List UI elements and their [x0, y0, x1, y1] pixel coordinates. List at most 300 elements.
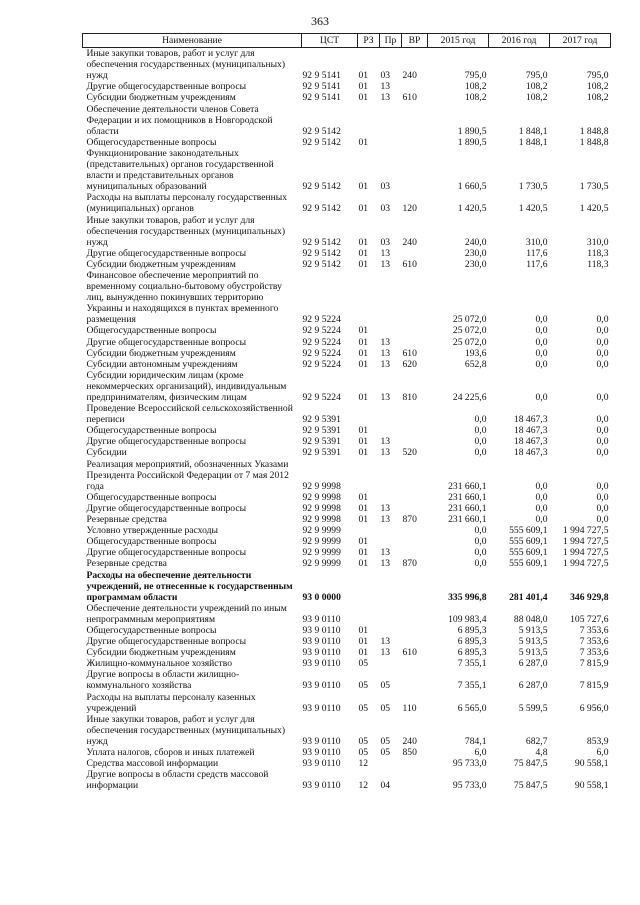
cell-2015: 0,0: [474, 558, 487, 570]
cell-2016: 0,0: [535, 514, 548, 526]
cell-2016: 0,0: [535, 491, 548, 503]
cell-rz: 01: [358, 358, 369, 370]
cell-2015: 24 225,6: [452, 392, 487, 403]
cell-rz: 01: [358, 70, 369, 82]
cell-pr: [380, 625, 402, 636]
cell-pr: [380, 536, 402, 547]
cell-cst: 92 9 9998: [302, 502, 341, 514]
cell-cst: 92 9 5141: [302, 92, 341, 104]
cell-2015: 6 895,3: [457, 647, 487, 659]
cell-pr: 13: [380, 502, 391, 514]
cell-name: Расходы на выплаты персоналу казенных учреждений: [86, 691, 256, 714]
cell-pr: [380, 403, 402, 425]
cell-rz: 01: [358, 347, 369, 359]
table-row: [83, 436, 611, 447]
cell-2016: 555 609,1: [509, 525, 548, 537]
cell-2015: 6 565,0: [457, 702, 487, 714]
cell-name: Иные закупки товаров, работ и услуг для обеспечения государственных (муниципальных) нужд: [86, 214, 286, 248]
cell-2016: 0,0: [535, 325, 548, 337]
cell-name: Расходы на выплаты персоналу государственных (муниципальных) органов: [86, 192, 288, 215]
cell-rz: 01: [358, 392, 369, 403]
cell-rz: 01: [358, 81, 369, 93]
cell-vr: [402, 104, 428, 137]
cell-2016: 1 848,1: [518, 136, 548, 148]
cell-cst: 93 9 0110: [302, 780, 341, 792]
cell-rz: 01: [358, 325, 369, 337]
table-row: [83, 525, 611, 536]
table-row: [83, 636, 611, 647]
cell-pr: 13: [380, 392, 391, 403]
cell-cst: 92 9 5224: [302, 325, 341, 337]
cell-cst: 93 9 0110: [302, 735, 341, 747]
cell-vr: 610: [402, 347, 417, 359]
cell-2017: 118,3: [587, 247, 609, 259]
cell-name: Другие вопросы в области жилищно-коммунального хозяйства: [86, 669, 240, 692]
cell-name: Общегосударственные вопросы: [86, 491, 217, 503]
cell-cst: 92 9 9999: [302, 558, 341, 570]
cell-2017: 118,3: [587, 258, 609, 270]
cell-2016: 555 609,1: [509, 558, 548, 570]
cell-pr: 03: [380, 181, 391, 193]
cell-name: Другие общегосударственные вопросы: [86, 502, 247, 514]
budget-table: [82, 33, 611, 791]
cell-2015: 6,0: [474, 747, 487, 758]
cell-vr: [402, 503, 428, 514]
header-pr: Пр: [380, 34, 402, 48]
table-row: [83, 92, 611, 103]
cell-vr: 870: [402, 514, 417, 526]
cell-2015: 0,0: [474, 436, 487, 448]
cell-2015: 25 072,0: [452, 314, 487, 326]
cell-rz: [358, 570, 380, 603]
cell-name: Субсидии бюджетным учреждениям: [86, 347, 236, 359]
cell-rz: 05: [358, 735, 369, 747]
cell-vr: 520: [402, 447, 417, 459]
cell-pr: [380, 603, 402, 625]
cell-cst: 92 9 5142: [302, 236, 341, 248]
cell-pr: 13: [380, 558, 391, 570]
table-row: [83, 259, 611, 270]
cell-rz: [358, 270, 380, 325]
table-row: [83, 459, 611, 492]
cell-cst: 92 9 9998: [302, 480, 341, 492]
cell-name: Условно утвержденные расходы: [86, 525, 218, 537]
cell-cst: 92 9 5391: [302, 425, 341, 437]
table-row: [83, 192, 611, 214]
cell-rz: 01: [358, 624, 369, 636]
cell-2015: 231 660,1: [448, 502, 487, 514]
cell-cst: 92 9 5142: [302, 136, 341, 148]
cell-name: Другие общегосударственные вопросы: [86, 547, 247, 559]
header-name: Наименование: [83, 34, 302, 48]
cell-rz: 01: [358, 92, 369, 104]
table-row: [83, 769, 611, 791]
cell-2016: 4,8: [535, 747, 548, 758]
cell-name: Общегосударственные вопросы: [86, 325, 217, 337]
cell-2015: 230,0: [464, 258, 487, 270]
cell-name: Субсидии бюджетным учреждениям: [86, 647, 236, 659]
table-row: [83, 758, 611, 769]
cell-cst: 92 9 5141: [302, 70, 341, 82]
cell-pr: 13: [380, 514, 391, 526]
cell-cst: 92 9 5391: [302, 414, 341, 426]
cell-2016: 0,0: [535, 314, 548, 326]
cell-2015: 652,8: [464, 358, 487, 370]
header-2015: 2015 год: [428, 34, 489, 48]
cell-cst: 92 9 5142: [302, 247, 341, 259]
cell-2016: 0,0: [535, 358, 548, 370]
cell-name: Проведение Всероссийской сельскохозяйственной переписи: [86, 403, 293, 426]
cell-2016: 117,6: [526, 258, 548, 270]
cell-2017: 1 994 727,5: [562, 547, 609, 559]
cell-vr: [402, 769, 428, 791]
cell-vr: [402, 536, 428, 547]
header-2017: 2017 год: [550, 34, 611, 48]
cell-pr: [380, 137, 402, 148]
cell-2016: 5 913,5: [518, 647, 548, 659]
cell-2017: 7 353,6: [579, 647, 609, 659]
table-row: [83, 669, 611, 691]
cell-2017: 0,0: [596, 436, 609, 448]
cell-2016: 281 401,4: [509, 591, 548, 603]
header-vr: ВР: [402, 34, 428, 48]
cell-name: Иные закупки товаров, работ и услуг для обеспечения государственных (муниципальных) нужд: [86, 48, 286, 82]
cell-name: Жилищно-коммунальное хозяйство: [86, 658, 233, 670]
table-row: [83, 492, 611, 503]
cell-cst: 93 9 0110: [302, 658, 341, 670]
cell-2016: 117,6: [526, 247, 548, 259]
cell-rz: 01: [358, 181, 369, 193]
cell-2017: 7 815,9: [579, 680, 609, 692]
cell-vr: [402, 248, 428, 259]
cell-rz: 01: [358, 558, 369, 570]
table-row: [83, 536, 611, 547]
cell-2016: 108,2: [525, 92, 548, 104]
cell-pr: 13: [380, 358, 391, 370]
table-row: [83, 570, 611, 603]
cell-cst: 92 9 5142: [302, 181, 341, 193]
cell-2017: 105 727,6: [570, 613, 609, 625]
cell-pr: 05: [380, 702, 391, 714]
cell-2017: 7 353,6: [579, 636, 609, 648]
cell-2016: 108,2: [525, 81, 548, 93]
cell-rz: [358, 403, 380, 425]
header-cst: ЦСТ: [302, 34, 358, 48]
cell-pr: [380, 658, 402, 669]
cell-2016: 0,0: [535, 392, 548, 403]
cell-name: Общегосударственные вопросы: [86, 624, 217, 636]
cell-vr: [402, 547, 428, 558]
cell-vr: [402, 425, 428, 436]
cell-cst: 93 9 0110: [302, 758, 341, 770]
cell-2017: 0,0: [596, 447, 609, 459]
cell-pr: 05: [380, 735, 391, 747]
cell-name: Другие общегосударственные вопросы: [86, 81, 247, 93]
cell-2016: 0,0: [535, 480, 548, 492]
table-body: [83, 48, 611, 792]
table-row: [83, 348, 611, 359]
cell-2015: 95 733,0: [452, 758, 487, 770]
cell-rz: 01: [358, 247, 369, 259]
cell-name: Уплата налогов, сборов и иных платежей: [86, 747, 255, 758]
cell-cst: 93 9 0110: [302, 702, 341, 714]
cell-2015: 6 895,3: [457, 624, 487, 636]
cell-2017: 0,0: [596, 514, 609, 526]
cell-rz: 01: [358, 514, 369, 526]
cell-cst: 92 9 5142: [302, 258, 341, 270]
table-row: [83, 603, 611, 625]
cell-2015: 0,0: [474, 425, 487, 437]
cell-vr: [402, 636, 428, 647]
cell-name: Другие общегосударственные вопросы: [86, 336, 247, 348]
table-row: [83, 447, 611, 458]
cell-2017: 310,0: [586, 236, 609, 248]
cell-2016: 6 287,0: [518, 658, 548, 670]
cell-rz: 01: [358, 447, 369, 459]
cell-pr: [380, 459, 402, 492]
cell-vr: 120: [402, 203, 417, 215]
cell-rz: 01: [358, 647, 369, 659]
cell-name: Иные закупки товаров, работ и услуг для обеспечения государственных (муниципальных) нужд: [86, 713, 286, 747]
cell-2017: 0,0: [596, 392, 609, 403]
cell-2015: 0,0: [474, 536, 487, 548]
cell-pr: 03: [380, 203, 391, 215]
cell-2015: 1 890,5: [457, 136, 487, 148]
header-2016: 2016 год: [489, 34, 550, 48]
table-row: [83, 370, 611, 403]
cell-vr: [402, 625, 428, 636]
cell-2015: 231 660,1: [448, 491, 487, 503]
cell-2015: 784,1: [464, 735, 487, 747]
cell-2015: 109 983,4: [448, 613, 487, 625]
cell-2016: 75 847,5: [513, 780, 548, 792]
cell-2017: 0,0: [596, 347, 609, 359]
cell-2017: 7 353,6: [579, 624, 609, 636]
cell-vr: 240: [402, 236, 417, 248]
cell-2015: 231 660,1: [448, 514, 487, 526]
cell-cst: 92 9 5142: [302, 203, 341, 215]
table-row: [83, 647, 611, 658]
cell-rz: 01: [358, 636, 369, 648]
cell-vr: [402, 603, 428, 625]
cell-cst: 92 9 5391: [302, 447, 341, 459]
cell-vr: [402, 669, 428, 691]
cell-rz: [358, 525, 380, 536]
cell-vr: [402, 570, 428, 603]
cell-2017: 1 730,5: [579, 181, 609, 193]
table-row: [83, 104, 611, 137]
cell-rz: [358, 459, 380, 492]
cell-name: Субсидии бюджетным учреждениям: [86, 258, 236, 270]
cell-rz: 01: [358, 336, 369, 348]
cell-rz: 01: [358, 536, 369, 548]
cell-2016: 5 599,5: [518, 702, 548, 714]
cell-vr: 110: [402, 702, 417, 714]
cell-name: Общегосударственные вопросы: [86, 536, 217, 548]
cell-cst: 93 0 0000: [302, 591, 341, 603]
cell-vr: [402, 337, 428, 348]
cell-vr: [402, 403, 428, 425]
cell-2017: 346 929,8: [570, 591, 609, 603]
cell-2015: 0,0: [474, 525, 487, 537]
cell-rz: 05: [358, 658, 369, 670]
cell-2017: 1 994 727,5: [562, 558, 609, 570]
cell-name: Субсидии бюджетным учреждениям: [86, 92, 236, 104]
cell-name: Общегосударственные вопросы: [86, 136, 217, 148]
cell-2015: 7 355,1: [457, 680, 487, 692]
cell-2017: 0,0: [596, 480, 609, 492]
cell-2015: 7 355,1: [457, 658, 487, 670]
cell-2015: 0,0: [474, 447, 487, 459]
cell-cst: 92 9 5391: [302, 436, 341, 448]
cell-pr: [380, 492, 402, 503]
cell-pr: 13: [380, 647, 391, 659]
table-row: [83, 425, 611, 436]
cell-rz: 05: [358, 747, 369, 758]
cell-rz: 01: [358, 236, 369, 248]
cell-vr: [402, 137, 428, 148]
cell-vr: 870: [402, 558, 417, 570]
table-row: [83, 48, 611, 82]
cell-cst: 92 9 5141: [302, 81, 341, 93]
cell-name: Субсидии юридическим лицам (кроме некоммерческих организаций), индивидуальным предпринимателям, физическим лицам: [86, 369, 287, 403]
cell-rz: 01: [358, 491, 369, 503]
cell-pr: 13: [380, 636, 391, 648]
cell-vr: [402, 436, 428, 447]
cell-2017: 1 848,8: [579, 125, 609, 137]
cell-vr: 240: [402, 735, 417, 747]
cell-2015: 108,2: [464, 92, 487, 104]
cell-2015: 0,0: [474, 414, 487, 426]
cell-2016: 1 730,5: [518, 181, 548, 193]
cell-pr: [380, 758, 402, 769]
cell-cst: 92 9 5224: [302, 336, 341, 348]
cell-rz: 12: [358, 780, 369, 792]
table-row: [83, 714, 611, 747]
cell-vr: [402, 81, 428, 92]
cell-pr: [380, 570, 402, 603]
cell-name: Общегосударственные вопросы: [86, 425, 217, 437]
cell-vr: 610: [402, 92, 417, 104]
cell-cst: 93 9 0110: [302, 636, 341, 648]
cell-2016: 0,0: [535, 502, 548, 514]
cell-2016: 1 420,5: [518, 203, 548, 215]
table-row: [83, 270, 611, 325]
table-row: [83, 547, 611, 558]
cell-pr: 04: [380, 780, 391, 792]
cell-rz: 01: [358, 502, 369, 514]
cell-2015: 0,0: [474, 547, 487, 559]
cell-2015: 795,0: [464, 70, 487, 82]
cell-cst: 93 9 0110: [302, 680, 341, 692]
cell-name: Финансовое обеспечение мероприятий по временному социально-бытовому обустройству лиц, вынужденно покинувших территорию Украины и находящихся в пунктах временного размещения: [86, 269, 282, 326]
cell-rz: [358, 603, 380, 625]
cell-name: Другие вопросы в области средств массовой информации: [86, 769, 269, 792]
cell-2017: 1 994 727,5: [562, 536, 609, 548]
table-row: [83, 503, 611, 514]
cell-2016: 0,0: [535, 347, 548, 359]
cell-name: Реализация мероприятий, обозначенных Указами Президента Российской Федерации от 7 мая 2012 года: [86, 458, 289, 492]
cell-2017: 1 420,5: [579, 203, 609, 215]
cell-2017: 90 558,1: [574, 780, 609, 792]
cell-name: Резервные средства: [86, 514, 167, 526]
cell-2017: 6 956,0: [579, 702, 609, 714]
page-number: 363: [311, 14, 329, 28]
cell-rz: 01: [358, 258, 369, 270]
cell-2015: 231 660,1: [448, 480, 487, 492]
cell-2017: 108,2: [586, 92, 609, 104]
cell-rz: 01: [358, 547, 369, 559]
cell-2015: 1 420,5: [457, 203, 487, 215]
cell-pr: 05: [380, 747, 391, 758]
cell-name: Расходы на обеспечение деятельности учреждений, не отнесенные к государственным программам области: [86, 569, 293, 603]
table-row: [83, 625, 611, 636]
cell-pr: [380, 425, 402, 436]
table-row: [83, 148, 611, 192]
table-row: [83, 337, 611, 348]
cell-pr: 03: [380, 236, 391, 248]
cell-2015: 1 660,5: [457, 181, 487, 193]
cell-name: Средства массовой информации: [86, 758, 219, 770]
cell-2015: 108,2: [464, 81, 487, 93]
cell-cst: 93 9 0110: [302, 747, 341, 758]
cell-2016: 18 467,3: [513, 436, 548, 448]
cell-vr: 810: [402, 392, 417, 403]
cell-2016: 18 467,3: [513, 414, 548, 426]
cell-rz: 01: [358, 203, 369, 215]
cell-cst: 92 9 5224: [302, 347, 341, 359]
cell-2016: 1 848,1: [518, 125, 548, 137]
cell-2017: 0,0: [596, 491, 609, 503]
cell-cst: 93 9 0110: [302, 647, 341, 659]
cell-pr: [380, 270, 402, 325]
cell-name: Обеспечение деятельности членов Совета Федерации и их помощников в Новгородской области: [86, 103, 273, 137]
cell-2017: 0,0: [596, 425, 609, 437]
cell-vr: [402, 658, 428, 669]
cell-pr: 13: [380, 436, 391, 448]
cell-2016: 5 913,5: [518, 624, 548, 636]
cell-2017: 0,0: [596, 325, 609, 337]
cell-rz: 01: [358, 425, 369, 437]
cell-vr: [402, 492, 428, 503]
cell-cst: 92 9 5142: [302, 125, 341, 137]
cell-cst: 93 9 0110: [302, 613, 341, 625]
cell-2016: 18 467,3: [513, 425, 548, 437]
cell-name: Резервные средства: [86, 558, 167, 570]
cell-pr: [380, 104, 402, 137]
cell-cst: 92 9 9998: [302, 491, 341, 503]
cell-cst: 93 9 0110: [302, 624, 341, 636]
header-row: [83, 34, 611, 48]
cell-vr: 620: [402, 358, 417, 370]
cell-2017: 108,2: [586, 81, 609, 93]
cell-2016: 6 287,0: [518, 680, 548, 692]
cell-name: Другие общегосударственные вопросы: [86, 247, 247, 259]
cell-pr: 03: [380, 70, 391, 82]
cell-2015: 25 072,0: [452, 336, 487, 348]
cell-name: Субсидии: [86, 447, 127, 459]
cell-pr: 13: [380, 547, 391, 559]
table-row: [83, 359, 611, 370]
cell-rz: [358, 104, 380, 137]
table-row: [83, 692, 611, 714]
cell-cst: 92 9 5224: [302, 358, 341, 370]
cell-2016: 18 467,3: [513, 447, 548, 459]
cell-rz: 01: [358, 136, 369, 148]
cell-pr: 13: [380, 258, 391, 270]
cell-vr: [402, 325, 428, 336]
cell-vr: [402, 270, 428, 325]
